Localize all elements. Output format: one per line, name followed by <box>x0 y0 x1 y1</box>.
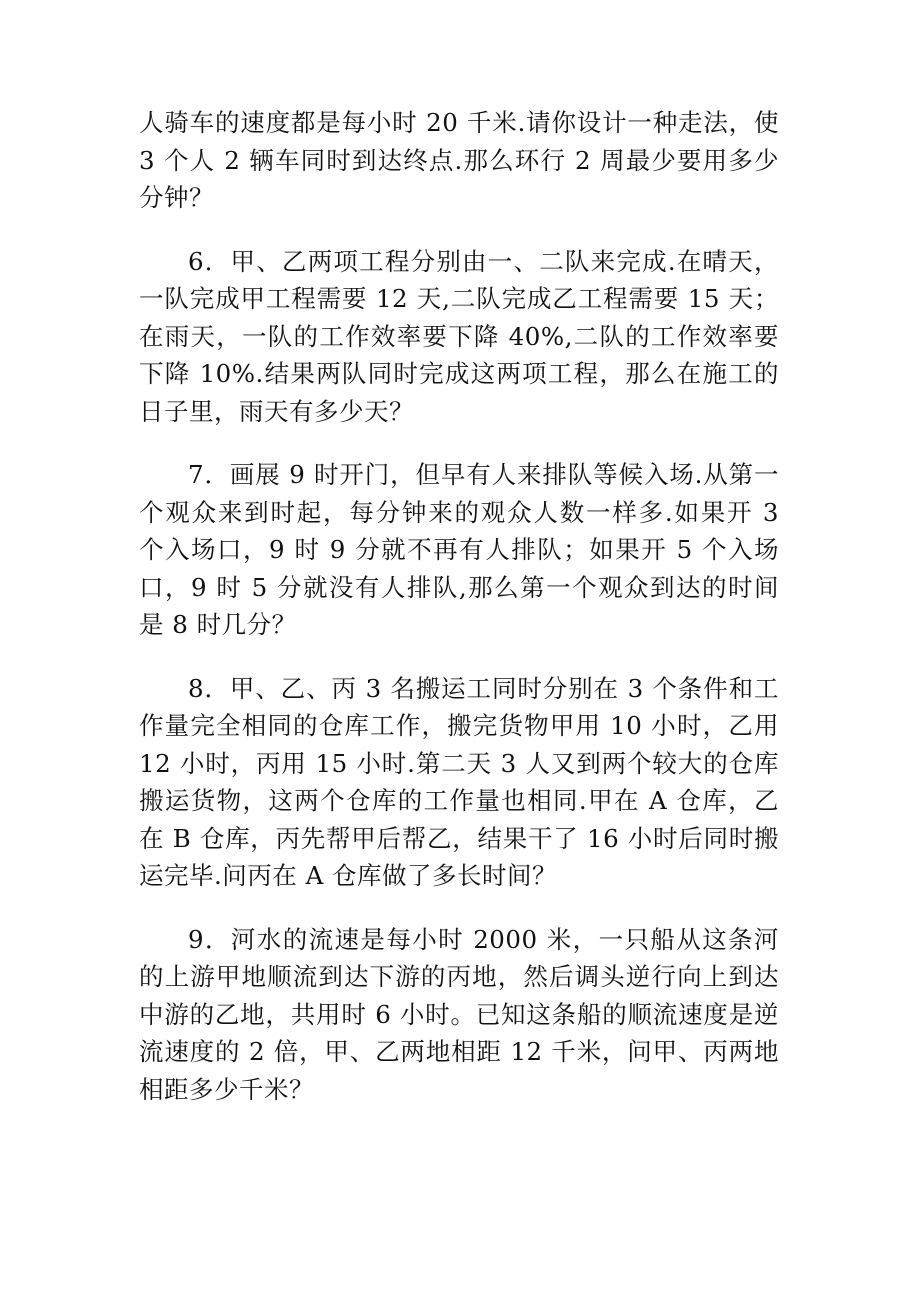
paragraph-problem-9: 9．河水的流速是每小时 2000 米，一只船从这条河的上游甲地顺流到达下游的丙地，然后调头逆行向上到达中游的乙地，共用时 6 小时。已知这条船的顺流速度是逆流速度的 2 倍，甲、乙两地相距 12 千米，问甲、丙两地相距多少千米？ <box>139 924 779 1104</box>
document-body <box>139 104 779 1134</box>
paragraph-continuation: 人骑车的速度都是每小时 20 千米.请你设计一种走法，使 3 个人 2 辆车同时到达终点.那么环行 2 周最少要用多少分钟？ <box>139 108 779 212</box>
paragraph-problem-8: 8．甲、乙、丙 3 名搬运工同时分别在 3 个条件和工作量完全相同的仓库工作，搬完货物甲用 10 小时，乙用 12 小时，丙用 15 小时.第二天 3 人又到两个较大的仓库搬运货物，这两个仓库的工作量也相同.甲在 A 仓库，乙在 B 仓库，丙先帮甲后帮乙，结果干了 16 小时后同时搬运完毕.问丙在 A 仓库做了多长时间？ <box>139 673 779 890</box>
paragraph-problem-7: 7．画展 9 时开门，但早有人来排队等候入场.从第一个观众来到时起，每分钟来的观众人数一样多.如果开 3 个入场口，9 时 9 分就不再有人排队；如果开 5 个入场口，9 时 5 分就没有人排队,那么第一个观众到达的时间是 8 时几分？ <box>139 460 779 639</box>
paragraph-problem-6: 6．甲、乙两项工程分别由一、二队来完成.在晴天，一队完成甲工程需要 12 天,二队完成乙工程需要 15 天；在雨天，一队的工作效率要下降 40%,二队的工作效率要下降 10%.结果两队同时完成这两项工程，那么在施工的日子里，雨天有多少天？ <box>139 246 779 426</box>
